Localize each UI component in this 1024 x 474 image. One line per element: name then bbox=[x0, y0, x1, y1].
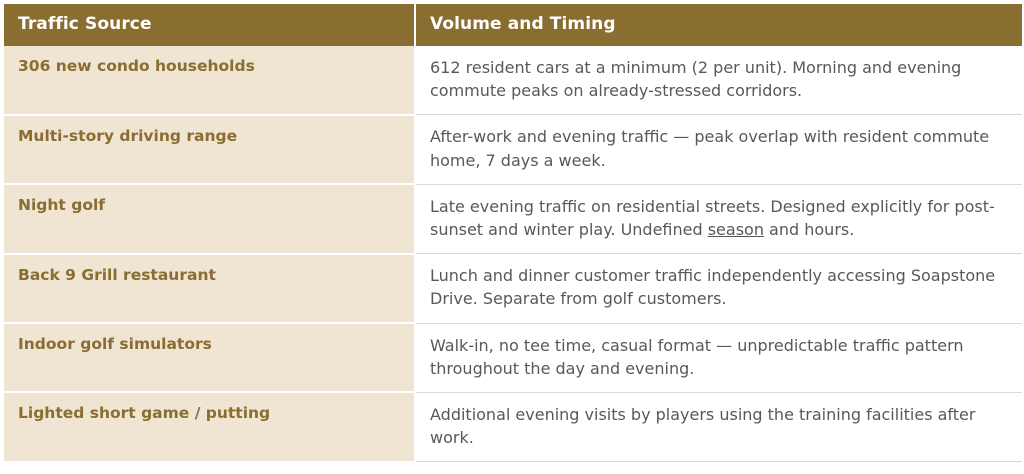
table-row bbox=[4, 184, 1022, 253]
season-link[interactable]: season bbox=[707, 219, 764, 239]
detail-text-suffix: and hours. bbox=[763, 219, 855, 239]
traffic-source-cell: 306 new condo households bbox=[4, 46, 415, 115]
traffic-sources-table bbox=[4, 4, 1022, 463]
table-row bbox=[4, 46, 1022, 115]
detail-text: After-work and evening traffic — peak overlap with resident commute home, 7 days a week. bbox=[430, 127, 990, 170]
column-header-volume-and-timing: Volume and Timing bbox=[415, 4, 1022, 46]
volume-timing-cell bbox=[415, 254, 1022, 323]
table-row bbox=[4, 323, 1022, 392]
traffic-source-cell: Night golf bbox=[4, 184, 415, 253]
table-body bbox=[4, 46, 1022, 462]
table-header-row bbox=[4, 4, 1022, 46]
volume-timing-cell bbox=[415, 184, 1022, 253]
volume-timing-cell bbox=[415, 46, 1022, 115]
traffic-source-cell: Lighted short game / putting bbox=[4, 392, 415, 461]
traffic-table-container bbox=[0, 4, 1024, 463]
volume-timing-cell bbox=[415, 115, 1022, 184]
column-header-traffic-source: Traffic Source bbox=[4, 4, 415, 46]
detail-text: Late evening traffic on residential streets. Designed explicitly for post-sunset and winter play. Undefined bbox=[430, 196, 995, 239]
table-header bbox=[4, 4, 1022, 46]
table-row bbox=[4, 115, 1022, 184]
traffic-source-cell: Indoor golf simulators bbox=[4, 323, 415, 392]
detail-text: Additional evening visits by players using the training facilities after work. bbox=[430, 404, 976, 448]
volume-timing-cell bbox=[415, 392, 1022, 461]
volume-timing-cell bbox=[415, 323, 1022, 392]
table-row bbox=[4, 254, 1022, 323]
traffic-source-cell: Multi-story driving range bbox=[4, 115, 415, 184]
traffic-source-cell: Back 9 Grill restaurant bbox=[4, 254, 415, 323]
detail-text: 612 resident cars at a minimum (2 per unit). Morning and evening commute peaks on already-stressed corridors. bbox=[430, 58, 962, 101]
detail-text: Walk-in, no tee time, casual format — unpredictable traffic pattern throughout the day and evening. bbox=[430, 335, 964, 378]
table-row bbox=[4, 392, 1022, 461]
detail-text: Lunch and dinner customer traffic independently accessing Soapstone Drive. Separate from golf customers. bbox=[430, 266, 996, 309]
